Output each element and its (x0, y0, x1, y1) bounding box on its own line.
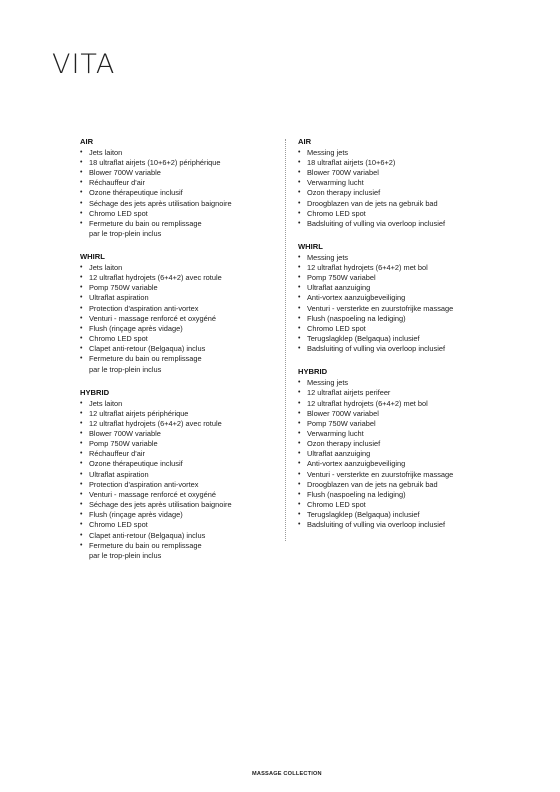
list-item: • Ozone thérapeutique inclusif (80, 459, 270, 469)
list-item: • Pomp 750W variable (80, 439, 270, 449)
list-item: • Ozon therapy inclusief (298, 439, 498, 449)
list-item: • Chromo LED spot (80, 209, 270, 219)
list-item: • Blower 700W variabel (298, 409, 498, 419)
list-item: • Jets laiton (80, 263, 270, 273)
list-item: • Terugslagklep (Belgaqua) inclusief (298, 334, 498, 344)
section-heading: WHIRL (80, 252, 105, 262)
list-item: • 12 ultraflat hydrojets (6+4+2) avec rotule (80, 273, 270, 283)
list-item: • Fermeture du bain ou remplissage (80, 541, 270, 551)
column-dutch (298, 137, 498, 544)
list-item: • Ozone thérapeutique inclusif (80, 188, 270, 198)
list-item: • Jets laiton (80, 399, 270, 409)
list-item: • Messing jets (298, 378, 498, 388)
list-item: • Ultraflat aanzuiging (298, 449, 498, 459)
section-heading: HYBRID (298, 367, 328, 377)
list-item: • Badsluiting of vulling via overloop inclusief (298, 344, 498, 354)
column-divider (285, 139, 286, 541)
list-item: • Venturi - versterkte en zuurstofrijke massage (298, 470, 498, 480)
section-heading: WHIRL (298, 242, 323, 252)
list-item: • 12 ultraflat hydrojets (6+4+2) avec rotule (80, 419, 270, 429)
list-item: • Badsluiting of vulling via overloop inclusief (298, 219, 498, 229)
list-item: • Réchauffeur d'air (80, 449, 270, 459)
list-item: • Protection d'aspiration anti-vortex (80, 480, 270, 490)
list-item: • Flush (naspoeling na lediging) (298, 314, 498, 324)
list-item: • Chromo LED spot (80, 334, 270, 344)
section-heading: AIR (298, 137, 312, 146)
section-whirl (80, 252, 270, 375)
list-item: • Messing jets (298, 253, 498, 263)
list-item: • Verwarming lucht (298, 429, 498, 439)
list-item: • Venturi - massage renforcé et oxygéné (80, 314, 270, 324)
list-item: • Fermeture du bain ou remplissage (80, 354, 270, 364)
list-item: • Chromo LED spot (298, 324, 498, 334)
list-item: • Jets laiton (80, 148, 270, 158)
section-heading: AIR (80, 137, 94, 146)
section-hybrid (80, 388, 270, 561)
list-item: • 18 ultraflat airjets (10+6+2) (298, 158, 498, 168)
list-item: • Anti-vortex aanzuigbeveiliging (298, 459, 498, 469)
footer-label: MASSAGE COLLECTION (252, 771, 322, 777)
list-item: • Ultraflat aanzuiging (298, 283, 498, 293)
list-item: • Badsluiting of vulling via overloop inclusief (298, 520, 498, 530)
list-item: • Ultraflat aspiration (80, 293, 270, 303)
list-item: • Chromo LED spot (298, 209, 498, 219)
list-item: • Blower 700W variabel (298, 168, 498, 178)
list-item: • Clapet anti-retour (Belgaqua) inclus (80, 531, 270, 541)
list-item: • 12 ultraflat hydrojets (6+4+2) met bol (298, 263, 498, 273)
section-hybrid (298, 367, 498, 530)
list-item: • Messing jets (298, 148, 498, 158)
list-item: • Terugslagklep (Belgaqua) inclusief (298, 510, 498, 520)
feature-list (80, 263, 270, 375)
list-item: • Flush (rinçage après vidage) (80, 510, 270, 520)
list-item: • Venturi - massage renforcé et oxygéné (80, 490, 270, 500)
list-item: • 12 ultraflat airjets perifeer (298, 388, 498, 398)
list-item: • Anti-vortex aanzuigbeveiliging (298, 293, 498, 303)
list-item: • Séchage des jets après utilisation baignoire (80, 500, 270, 510)
list-item: • Ozon therapy inclusief (298, 188, 498, 198)
list-item: • Droogblazen van de jets na gebruik bad (298, 480, 498, 490)
list-item: • Venturi - versterkte en zuurstofrijke massage (298, 304, 498, 314)
list-item: • 12 ultraflat airjets périphérique (80, 409, 270, 419)
section-air (80, 137, 270, 239)
feature-list (80, 148, 270, 239)
feature-list (298, 148, 498, 229)
list-item: • Pomp 750W variabel (298, 273, 498, 283)
page-title: VITA (52, 49, 116, 80)
list-item: • Pomp 750W variabel (298, 419, 498, 429)
feature-list (298, 378, 498, 530)
section-air (298, 137, 498, 229)
list-item: • Réchauffeur d'air (80, 178, 270, 188)
list-item: par le trop-plein inclus (89, 229, 162, 239)
list-item: • Fermeture du bain ou remplissage (80, 219, 270, 229)
column-french (80, 137, 270, 574)
list-item: • Pomp 750W variable (80, 283, 270, 293)
feature-list (80, 399, 270, 562)
list-item: • Ultraflat aspiration (80, 470, 270, 480)
feature-list (298, 253, 498, 355)
section-heading: HYBRID (80, 387, 110, 397)
list-item: • Droogblazen van de jets na gebruik bad (298, 199, 498, 209)
list-item: • Blower 700W variable (80, 429, 270, 439)
list-item: • Chromo LED spot (80, 520, 270, 530)
list-item: • Clapet anti-retour (Belgaqua) inclus (80, 344, 270, 354)
list-item: • 18 ultraflat airjets (10+6+2) périphérique (80, 158, 270, 168)
list-item: par le trop-plein inclus (89, 550, 162, 560)
list-item: • Verwarming lucht (298, 178, 498, 188)
list-item: • 12 ultraflat hydrojets (6+4+2) met bol (298, 399, 498, 409)
section-whirl (298, 242, 498, 354)
list-item: • Séchage des jets après utilisation baignoire (80, 199, 270, 209)
list-item: • Blower 700W variable (80, 168, 270, 178)
list-item: • Protection d'aspiration anti-vortex (80, 304, 270, 314)
list-item: • Flush (rinçage après vidage) (80, 324, 270, 334)
list-item: par le trop-plein inclus (89, 364, 162, 374)
list-item: • Chromo LED spot (298, 500, 498, 510)
list-item: • Flush (naspoeling na lediging) (298, 490, 498, 500)
